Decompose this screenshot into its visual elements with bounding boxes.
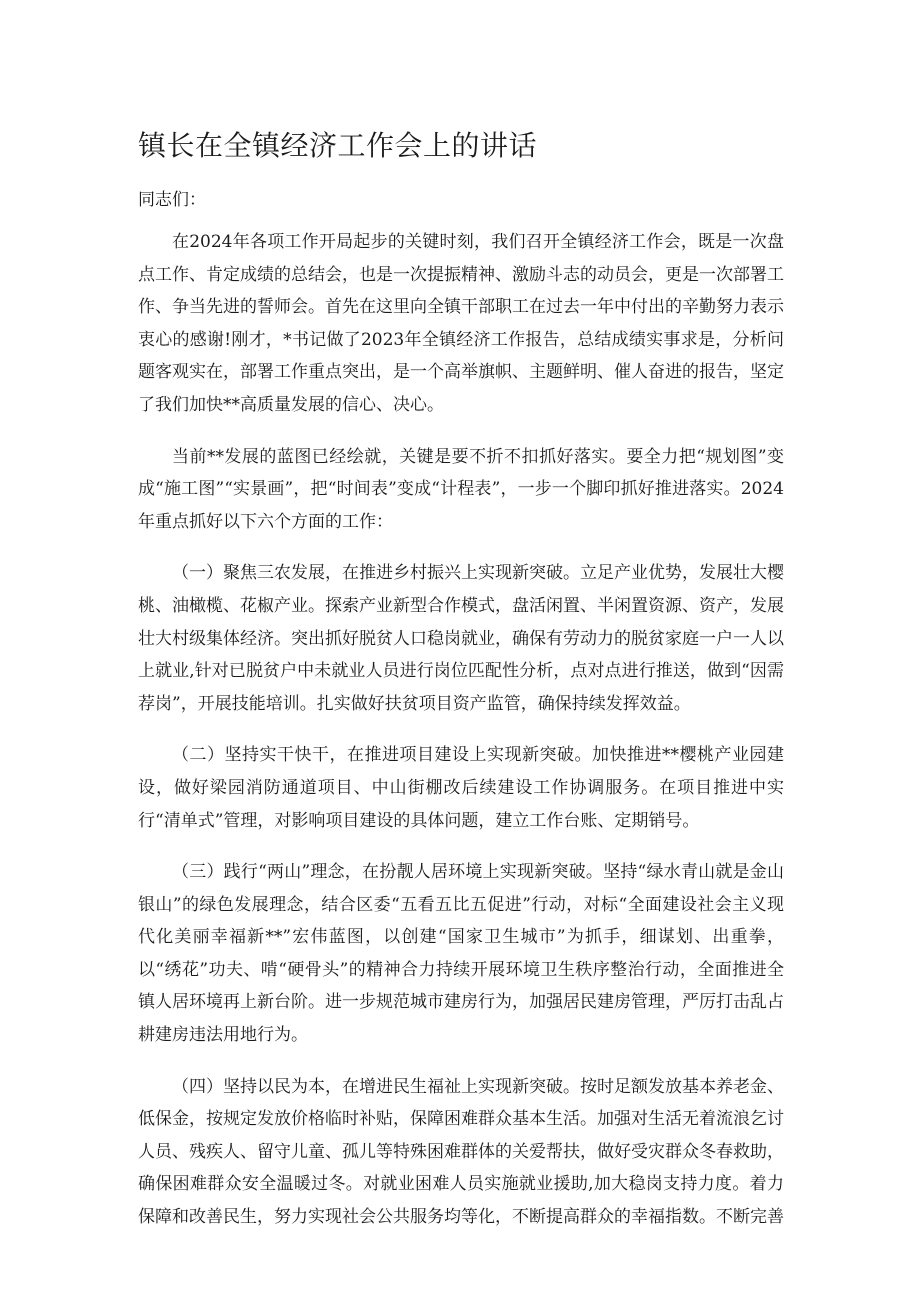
paragraph-overview: 当前**发展的蓝图已经绘就，关键是要不折不扣抓好落实。要全力把“规划图”变成“施工图”“实景画”，把“时间表”变成“计程表”，一步一个脚印抓好推进落实。2024年重点抓好以下六个方面的工作： <box>138 446 784 532</box>
paragraph-section-1: （一）聚焦三农发展，在推进乡村振兴上实现新突破。立足产业优势，发展壮大樱桃、油橄榄、花椒产业。探索产业新型合作模式，盘活闲置、半闲置资源、资产，发展壮大村级集体经济。突出抓好脱贫人口稳岗就业，确保有劳动力的脱贫家庭一户一人以上就业,针对已脱贫户中未就业人员进行岗位匹配性分析，点对点进行推送，做到“因需荐岗”，开展技能培训。扎实做好扶贫项目资产监管，确保持续发挥效益。 <box>138 563 784 714</box>
salutation: 同志们： <box>138 190 206 210</box>
paragraph-section-2: （二）坚持实干快干，在推进项目建设上实现新突破。加快推进**樱桃产业园建设，做好梁园消防通道项目、中山街棚改后续建设工作协调服务。在项目推进中实行“清单式”管理，对影响项目建设的具体问题，建立工作台账、定期销号。 <box>138 745 784 831</box>
paragraph-section-3: （三）践行“两山”理念，在扮靓人居环境上实现新突破。坚持“绿水青山就是金山银山”的绿色发展理念，结合区委“五看五比五促进”行动，对标“全面建设社会主义现代化美丽幸福新**”宏伟蓝图，以创建“国家卫生城市”为抓手，细谋划、出重拳，以“绣花”功夫、啃“硬骨头”的精神合力持续开展环境卫生秩序整治行动，全面推进全镇人居环境再上新台阶。进一步规范城市建房行为，加强居民建房管理，严厉打击乱占耕建房违法用地行为。 <box>138 862 784 1046</box>
document-title: 镇长在全镇经济工作会上的讲话 <box>138 129 538 162</box>
paragraph-section-4: （四）坚持以民为本，在增进民生福祉上实现新突破。按时足额发放基本养老金、低保金，按规定发放价格临时补贴，保障困难群众基本生活。加强对生活无着流浪乞讨人员、残疾人、留守儿童、孤儿等特殊困难群体的关爱帮扶，做好受灾群众冬春救助，确保困难群众安全温暖过冬。对就业困难人员实施就业援助,加大稳岗支持力度。着力保障和改善民生，努力实现社会公共服务均等化，不断提高群众的幸福指数。不断完善 <box>138 1076 784 1228</box>
document-body <box>138 226 784 1253</box>
paragraph-opening: 在2024年各项工作开局起步的关键时刻，我们召开全镇经济工作会，既是一次盘点工作、肯定成绩的总结会，也是一次提振精神、激励斗志的动员会，更是一次部署工作、争当先进的誓师会。首先在这里向全镇干部职工在过去一年中付出的辛勤努力表示衷心的感谢!刚才，*书记做了2023年全镇经济工作报告，总结成绩实事求是，分析问题客观实在，部署工作重点突出，是一个高举旗帜、主题鲜明、催人奋进的报告，坚定了我们加快**高质量发展的信心、决心。 <box>138 232 784 415</box>
